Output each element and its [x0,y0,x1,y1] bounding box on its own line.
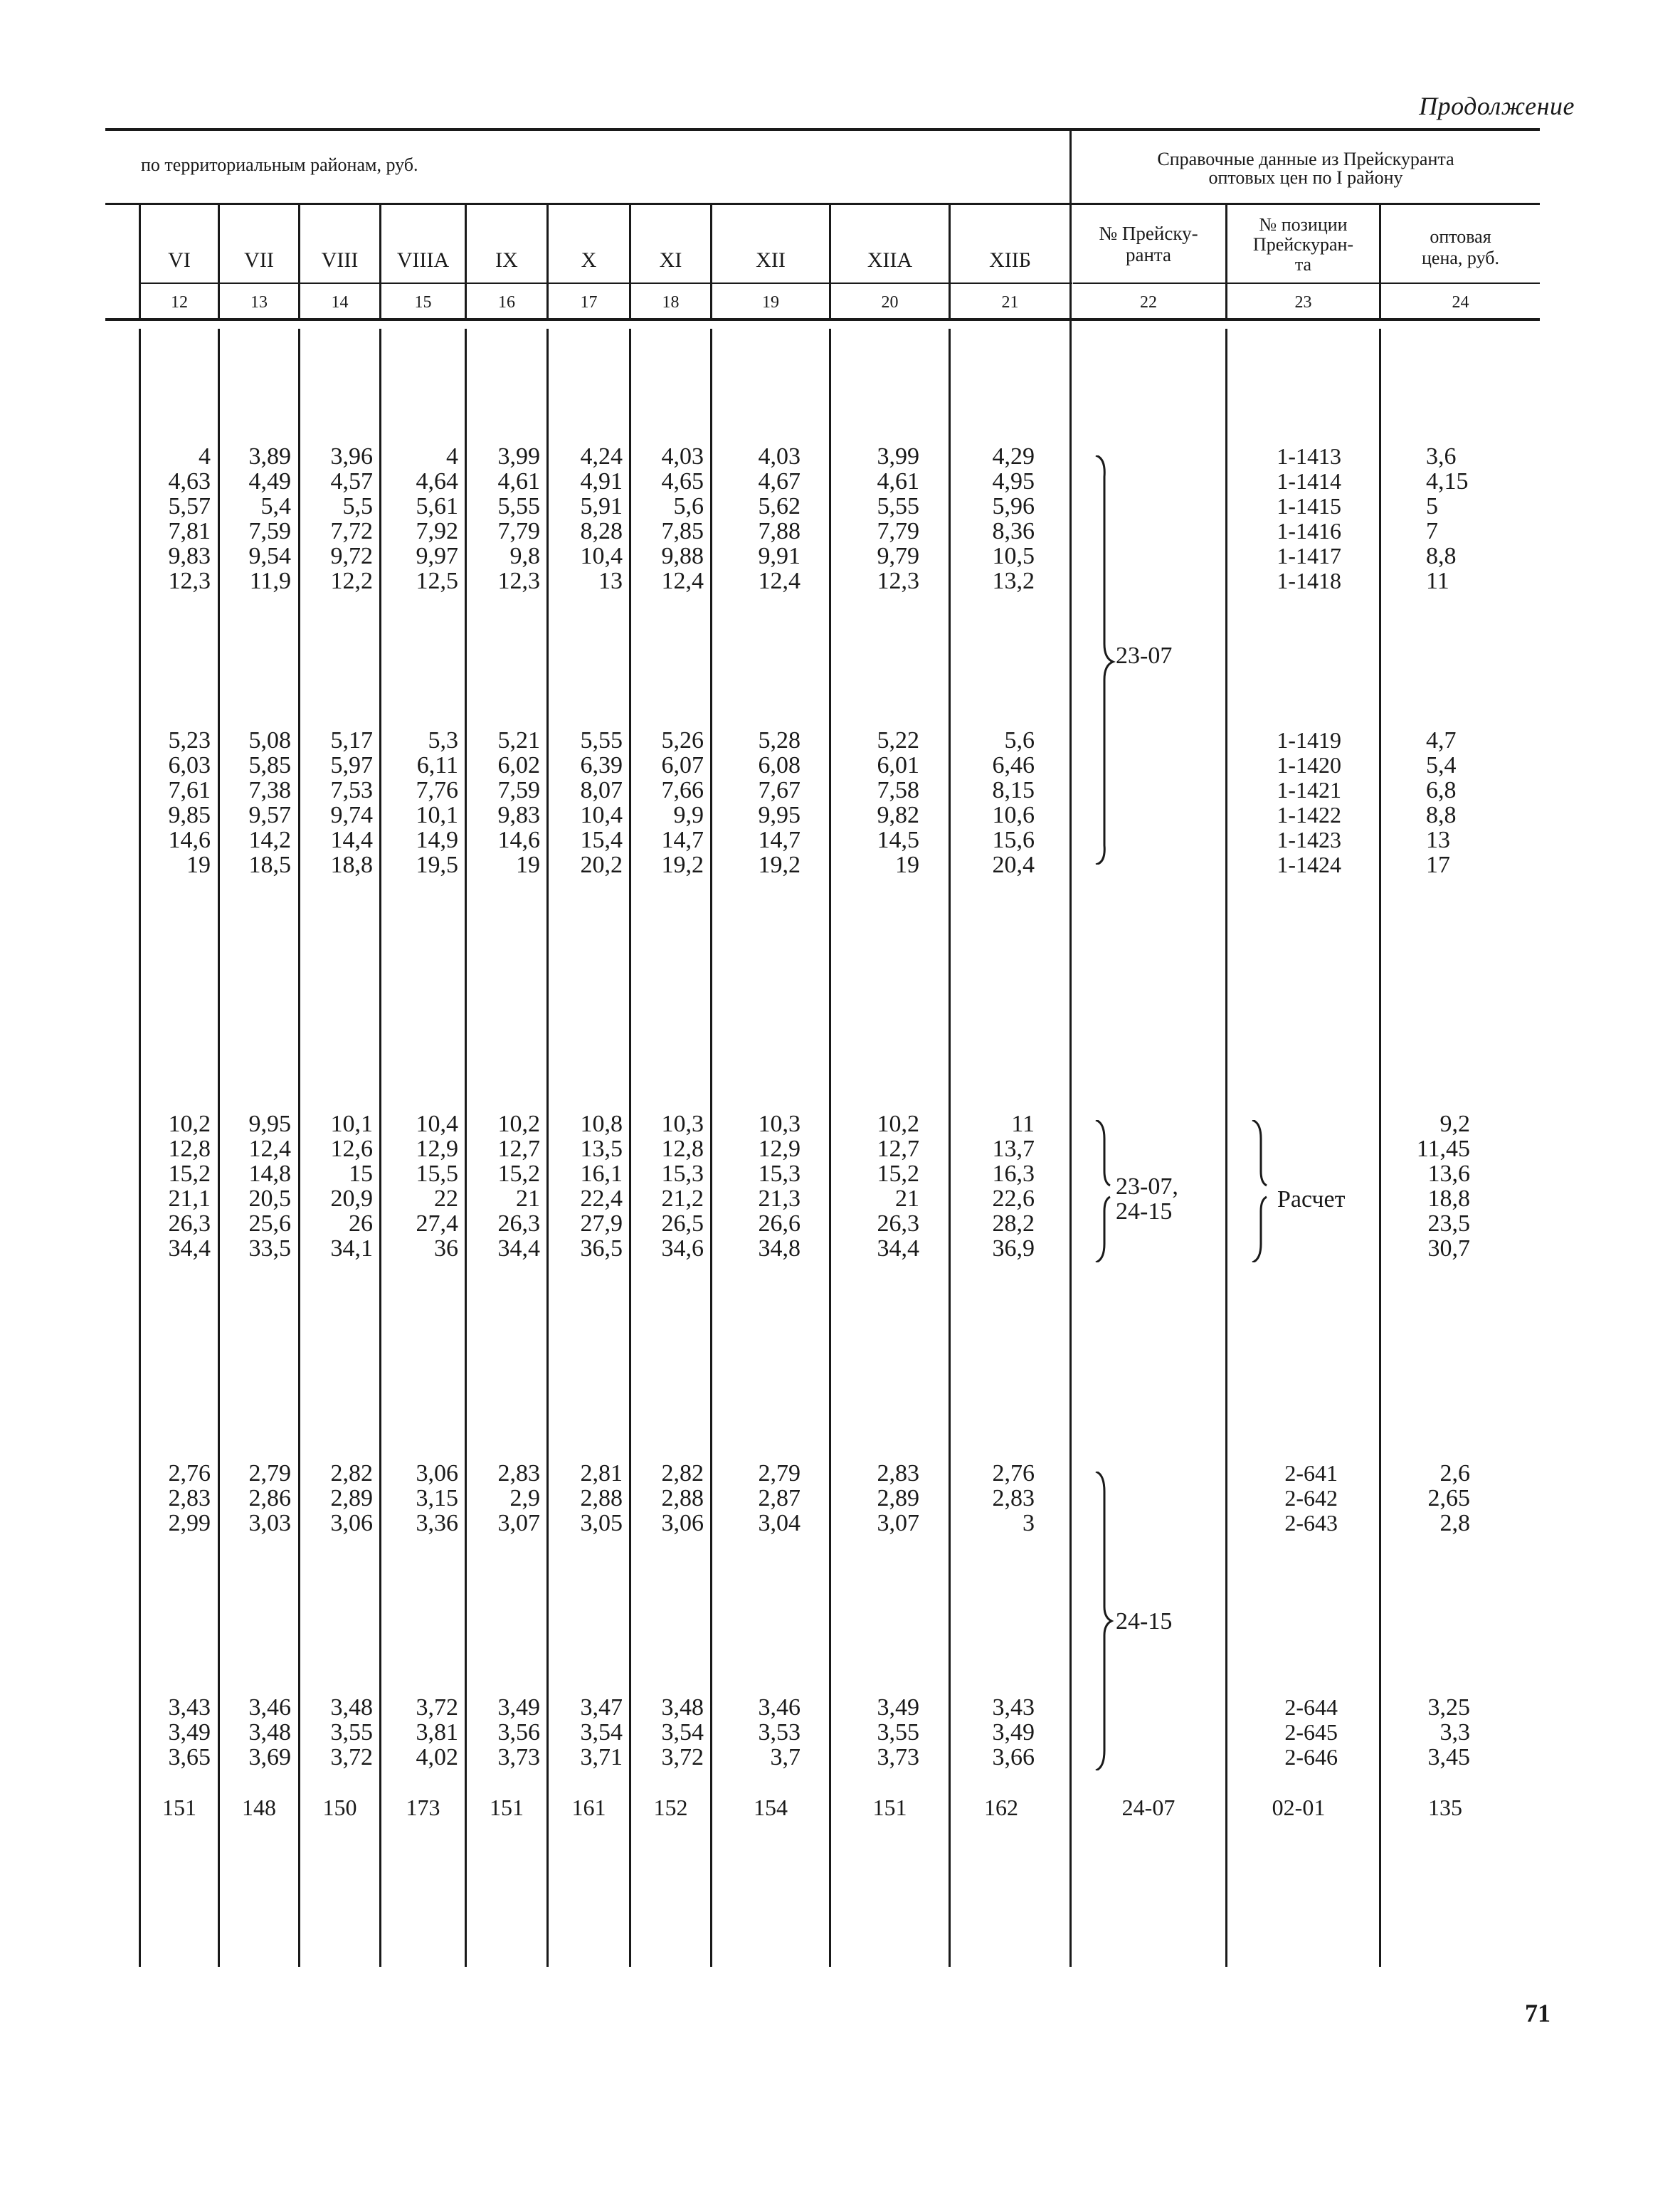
data-cell: 10,2 12,7 15,2 21 26,3 34,4 [497,1111,540,1262]
data-cell: 3,99 4,61 5,55 7,79 9,79 12,3 [877,443,919,594]
data-cell: 151 [490,1795,524,1820]
colnum-18: 18 [662,293,680,312]
colnum-17: 17 [580,293,598,312]
position-cell: 02-01 [1272,1795,1326,1820]
data-cell: 4,03 4,67 5,62 7,88 9,91 12,4 [758,443,801,594]
brace-position-2 [1247,1120,1275,1262]
regions-group-header: по территориальным районам, руб. [141,154,418,175]
data-cell: 3,48 3,54 3,72 [661,1694,704,1770]
data-cell: 2,83 2,9 3,07 [497,1460,540,1536]
colnum-16: 16 [498,293,515,312]
data-cell: 10,3 12,9 15,3 21,3 26,6 34,8 [758,1111,801,1262]
data-cell: 161 [571,1795,606,1820]
data-cell: 4 4,63 5,57 7,81 9,83 12,3 [168,443,211,594]
table-header-bottom-rule [105,318,1540,321]
data-cell: 4,03 4,65 5,6 7,85 9,88 12,4 [661,443,704,594]
colnum-24: 24 [1452,293,1469,312]
colhead-rule-left [139,283,1072,284]
data-cell: 10,2 12,8 15,2 21,1 26,3 34,4 [168,1111,211,1262]
colhead-region-IX: IX [495,248,518,272]
data-cell: 3,96 4,57 5,5 7,72 9,72 12,2 [330,443,373,594]
price-cell: 4,7 5,4 6,8 8,8 13 17 [1426,727,1457,878]
col-divider [1069,128,1072,1967]
colnum-21: 21 [1001,293,1019,312]
data-cell: 150 [322,1795,357,1820]
data-cell: 3,72 3,81 4,02 [416,1694,458,1770]
pricelist-cell: 24-07 [1121,1795,1176,1820]
brace-pricelist-3 [1089,1472,1117,1770]
colhead-region-VIII: VIII [321,248,359,272]
data-cell: 4,29 4,95 5,96 8,36 10,5 13,2 [992,443,1035,594]
data-cell: 3,48 3,55 3,72 [330,1694,373,1770]
brace-pricelist-1 [1089,455,1117,865]
data-cell: 3,99 4,61 5,55 7,79 9,8 12,3 [497,443,540,594]
colnum-19: 19 [762,293,779,312]
data-cell: 2,82 2,89 3,06 [330,1460,373,1536]
data-cell: 2,76 2,83 2,99 [168,1460,211,1536]
colhead-region-XIIA: XIIA [867,248,913,272]
colhead-region-VIIIA: VIIIA [396,248,450,272]
continuation-title: Продолжение [1419,92,1575,120]
data-cell: 5,23 6,03 7,61 9,85 14,6 19 [168,727,211,878]
colhead-region-VI: VI [168,248,191,272]
colnum-15: 15 [414,293,432,312]
colhead-region-XI: XI [659,248,682,272]
brace-pricelist-2 [1089,1120,1117,1262]
data-cell: 5,26 6,07 7,66 9,9 14,7 19,2 [661,727,704,878]
reference-group-header-line1: Справочные данные из Прейскуранта [1157,149,1454,169]
data-cell: 11 13,7 16,3 22,6 28,2 36,9 [992,1111,1035,1262]
data-cell: 5,22 6,01 7,58 9,82 14,5 19 [877,727,919,878]
data-cell: 5,28 6,08 7,67 9,95 14,7 19,2 [758,727,801,878]
data-cell: 3,49 3,55 3,73 [877,1694,919,1770]
colnum-13: 13 [250,293,268,312]
data-cell: 3,43 3,49 3,66 [992,1694,1035,1770]
colhead-region-XIIB: XIIБ [989,248,1031,272]
data-cell: 3,46 3,53 3,7 [758,1694,801,1770]
data-cell: 4 4,64 5,61 7,92 9,97 12,5 [416,443,458,594]
colnum-22: 22 [1140,293,1157,312]
top-rule [105,128,1540,131]
data-cell: 2,76 2,83 3 [992,1460,1035,1536]
data-cell: 148 [242,1795,276,1820]
data-cell: 152 [653,1795,688,1820]
position-cell: 2-644 2-645 2-646 [1284,1694,1338,1770]
data-cell: 5,17 5,97 7,53 9,74 14,4 18,8 [330,727,373,878]
price-cell: 3,6 4,15 5 7 8,8 11 [1426,443,1469,594]
colhead-region-VII: VII [244,248,274,272]
price-cell: 9,2 11,45 13,6 18,8 23,5 30,7 [1416,1111,1470,1262]
data-cell: 10,1 12,6 15 20,9 26 34,1 [330,1111,373,1262]
data-cell: 3,49 3,56 3,73 [497,1694,540,1770]
colnum-20: 20 [881,293,899,312]
data-cell: 5,21 6,02 7,59 9,83 14,6 19 [497,727,540,878]
page-number: 71 [1525,1999,1550,2027]
data-cell: 2,81 2,88 3,05 [580,1460,623,1536]
data-cell: 5,3 6,11 7,76 10,1 14,9 19,5 [416,727,458,878]
data-cell: 2,79 2,86 3,03 [248,1460,291,1536]
data-cell: 3,06 3,15 3,36 [416,1460,458,1536]
data-cell: 173 [406,1795,440,1820]
colhead-position-no: № позиции Прейскуран- та [1252,214,1354,275]
data-cell: 2,79 2,87 3,04 [758,1460,801,1536]
colnum-14: 14 [331,293,349,312]
data-cell: 2,82 2,88 3,06 [661,1460,704,1536]
data-cell: 5,6 6,46 8,15 10,6 15,6 20,4 [992,727,1035,878]
colhead-wholesale-price: оптовая цена, руб. [1422,226,1499,268]
data-cell: 10,4 12,9 15,5 22 27,4 36 [416,1111,458,1262]
position-cell: 1-1413 1-1414 1-1415 1-1416 1-1417 1-1418 [1277,443,1341,593]
colhead-region-X: X [581,248,597,272]
price-cell: 135 [1428,1795,1462,1820]
data-cell: 151 [872,1795,907,1820]
data-cell: 3,46 3,48 3,69 [248,1694,291,1770]
data-cell: 2,83 2,89 3,07 [877,1460,919,1536]
data-cell: 3,47 3,54 3,71 [580,1694,623,1770]
header-rule-right [1069,203,1540,205]
price-cell: 2,6 2,65 2,8 [1427,1460,1470,1536]
colhead-rule-right [1073,283,1540,284]
position-label-calc: Расчет [1277,1186,1346,1213]
data-cell: 5,55 6,39 8,07 10,4 15,4 20,2 [580,727,623,878]
colhead-pricelist-no: № Прейску- ранта [1099,223,1198,265]
pricelist-label-1: 23-07 [1116,643,1173,669]
colnum-23: 23 [1294,293,1312,312]
data-cell: 3,43 3,49 3,65 [168,1694,211,1770]
header-rule-left [105,203,1069,205]
position-cell: 1-1419 1-1420 1-1421 1-1422 1-1423 1-1424 [1277,727,1341,877]
data-cell: 151 [162,1795,196,1820]
data-cell: 154 [754,1795,788,1820]
data-cell: 10,2 12,7 15,2 21 26,3 34,4 [877,1111,919,1262]
data-cell: 3,89 4,49 5,4 7,59 9,54 11,9 [248,443,291,594]
pricelist-label-2: 23-07, 24-15 [1116,1173,1178,1225]
data-cell: 4,24 4,91 5,91 8,28 10,4 13 [580,443,623,594]
price-cell: 3,25 3,3 3,45 [1427,1694,1470,1770]
data-cell: 9,95 12,4 14,8 20,5 25,6 33,5 [248,1111,291,1262]
pricelist-label-3: 24-15 [1116,1608,1173,1635]
colhead-region-XII: XII [756,248,786,272]
data-cell: 10,3 12,8 15,3 21,2 26,5 34,6 [661,1111,704,1262]
reference-group-header-line2: оптовых цен по I району [1208,167,1403,188]
position-cell: 2-641 2-642 2-643 [1284,1460,1338,1536]
data-cell: 162 [984,1795,1018,1820]
data-cell: 10,8 13,5 16,1 22,4 27,9 36,5 [580,1111,623,1262]
data-cell: 5,08 5,85 7,38 9,57 14,2 18,5 [248,727,291,878]
colnum-12: 12 [171,293,188,312]
